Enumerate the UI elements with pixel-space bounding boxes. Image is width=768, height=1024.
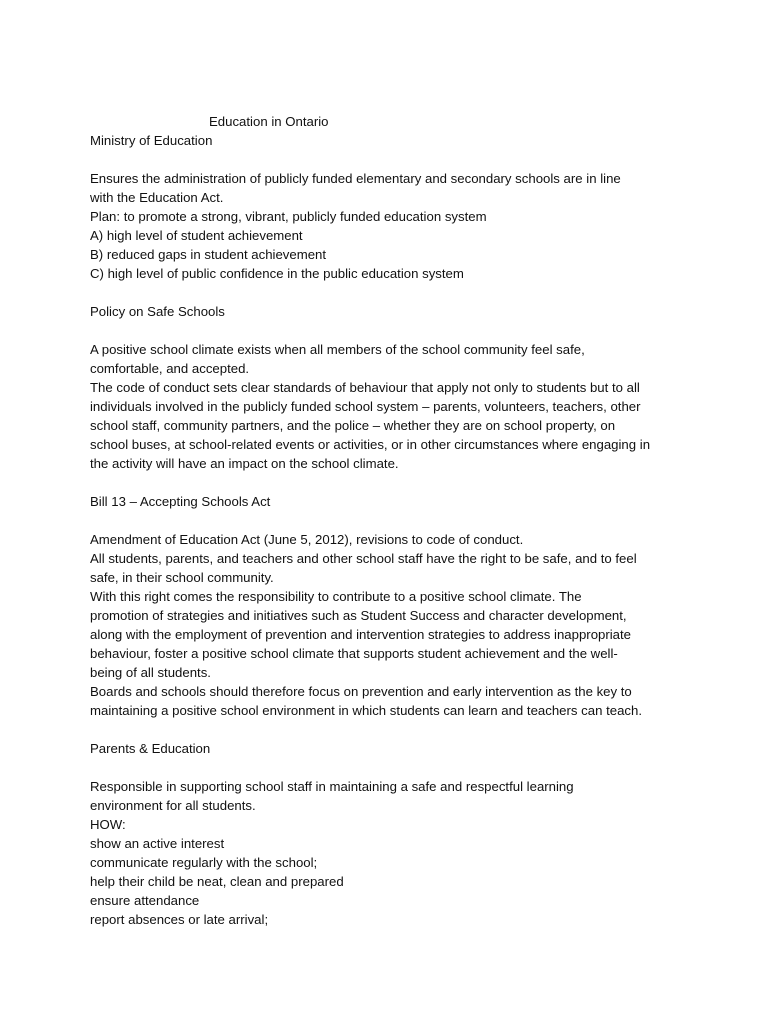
blank-line: [90, 321, 690, 340]
list-item: C) high level of public confidence in the public education system: [90, 266, 464, 281]
list-item: communicate regularly with the school;: [90, 855, 318, 870]
section-heading-safe-schools: Policy on Safe Schools: [90, 304, 225, 319]
list-item: B) reduced gaps in student achievement: [90, 247, 327, 262]
blank-line: [90, 511, 690, 530]
section-heading-ministry: Ministry of Education: [90, 133, 213, 148]
list-item: show an active interest: [90, 836, 225, 851]
blank-line: [90, 720, 690, 739]
list-item: help their child be neat, clean and prepared: [90, 874, 344, 889]
paragraph-line: A positive school climate exists when all members of the school community feel safe,: [90, 342, 585, 357]
paragraph-line: school buses, at school-related events or activities, or in other circumstances where engaging in: [90, 437, 651, 452]
blank-line: [90, 473, 690, 492]
paragraph-line: Responsible in supporting school staff in maintaining a safe and respectful learning: [90, 779, 574, 794]
document-title: Education in Ontario: [209, 114, 329, 129]
paragraph-line: being of all students.: [90, 665, 211, 680]
paragraph-line: Plan: to promote a strong, vibrant, publicly funded education system: [90, 209, 487, 224]
paragraph-line: individuals involved in the publicly funded school system – parents, volunteers, teachers, other: [90, 399, 641, 414]
document-body: [90, 112, 690, 929]
list-item: ensure attendance: [90, 893, 200, 908]
paragraph-line: promotion of strategies and initiatives such as Student Success and character development,: [90, 608, 627, 623]
paragraph-line: with the Education Act.: [90, 190, 224, 205]
paragraph-line: the activity will have an impact on the school climate.: [90, 456, 399, 471]
paragraph-line: Boards and schools should therefore focus on prevention and early intervention as the key to: [90, 684, 632, 699]
blank-line: [90, 758, 690, 777]
paragraph-line: All students, parents, and teachers and other school staff have the right to be safe, and to feel: [90, 551, 637, 566]
section-heading-parents: Parents & Education: [90, 741, 211, 756]
section-heading-bill13: Bill 13 – Accepting Schools Act: [90, 494, 271, 509]
paragraph-line: Ensures the administration of publicly funded elementary and secondary schools are in line: [90, 171, 621, 186]
paragraph-line: With this right comes the responsibility to contribute to a positive school climate. The: [90, 589, 582, 604]
list-item: report absences or late arrival;: [90, 912, 269, 927]
paragraph-line: Amendment of Education Act (June 5, 2012), revisions to code of conduct.: [90, 532, 524, 547]
list-item: A) high level of student achievement: [90, 228, 303, 243]
paragraph-line: The code of conduct sets clear standards of behaviour that apply not only to students but to all: [90, 380, 640, 395]
blank-line: [90, 150, 690, 169]
paragraph-line: maintaining a positive school environment in which students can learn and teachers can teach.: [90, 703, 643, 718]
paragraph-line: safe, in their school community.: [90, 570, 274, 585]
paragraph-line: comfortable, and accepted.: [90, 361, 250, 376]
paragraph-line: environment for all students.: [90, 798, 256, 813]
paragraph-line: HOW:: [90, 817, 126, 832]
paragraph-line: school staff, community partners, and the police – whether they are on school property, on: [90, 418, 616, 433]
paragraph-line: along with the employment of prevention and intervention strategies to address inappropriate: [90, 627, 632, 642]
paragraph-line: behaviour, foster a positive school climate that supports student achievement and the well-: [90, 646, 618, 661]
blank-line: [90, 283, 690, 302]
